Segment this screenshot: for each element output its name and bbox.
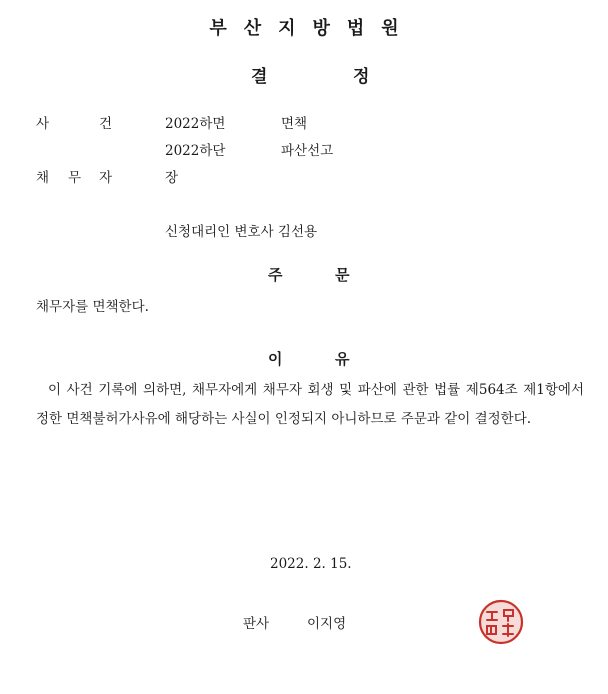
debtor-name: 장: [165, 170, 179, 186]
title-left: 결: [251, 67, 268, 87]
reason-text: 이 사건 기록에 의하면, 채무자에게 채무자 회생 및 파산에 관한 법률 제564조 제1항에서 정한 면책불허가사유에 해당하는 사실이 인정되지 아니하므로 주문과 같이 결정한다.: [36, 382, 584, 427]
case-label-char-1: 사: [36, 116, 50, 132]
order-heading-left: 주: [268, 266, 283, 284]
case-2-type: 파산선고: [281, 143, 334, 159]
case-1-type: 면책: [281, 116, 308, 132]
order-heading-right: 문: [335, 266, 350, 284]
debtor-label-char-3: 자: [99, 170, 113, 186]
attorney: 신청대리인 변호사 김선용: [165, 224, 318, 240]
title-right: 정: [353, 67, 370, 87]
court-seal-icon: [477, 598, 525, 646]
judge-title: 판사: [243, 616, 270, 632]
case-1-number: 2022하면: [165, 116, 226, 132]
decision-date: 2022. 2. 15.: [270, 556, 352, 572]
reason-heading-left: 이: [268, 350, 283, 368]
reason-heading-right: 유: [335, 350, 350, 368]
debtor-label-char-2: 무: [68, 170, 82, 186]
court-name: 부산지방법원: [209, 18, 416, 39]
order-text: 채무자를 면책한다.: [36, 299, 149, 315]
judge-name: 이지영: [307, 616, 347, 632]
case-2-number: 2022하단: [165, 143, 226, 159]
debtor-label-char-1: 채: [36, 170, 50, 186]
case-label-char-2: 건: [99, 116, 113, 132]
